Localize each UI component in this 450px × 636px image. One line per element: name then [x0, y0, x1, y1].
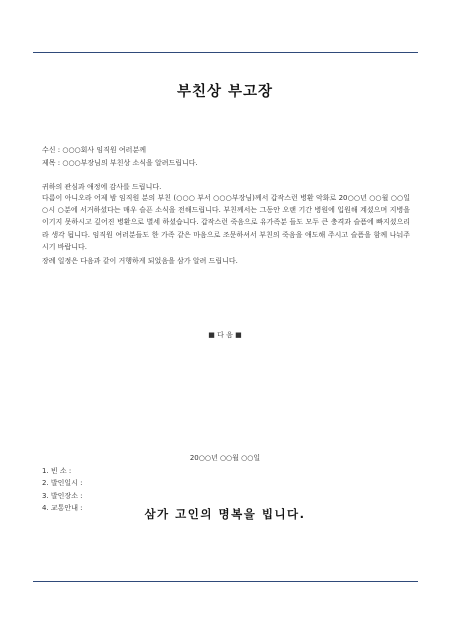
list-item-binso: 1. 빈 소 : — [42, 467, 72, 475]
closing-message: 삼가 고인의 명복을 빕니다. — [144, 507, 306, 521]
top-rule — [33, 52, 418, 53]
document-date: 20○○년 ○○월 ○○일 — [189, 454, 261, 462]
subject-line: 제목 : ○○○부장님의 부친상 소식을 알려드립니다. — [42, 159, 198, 167]
list-item-departure-place: 3. 발인장소 : — [42, 491, 83, 500]
list-item-transport: 4. 교통안내 : — [42, 503, 83, 512]
document-title: 부친상 부고장 — [176, 84, 274, 100]
bottom-rule — [33, 581, 418, 582]
schedule-note: 장례 일정은 다음과 같이 거행하게 되었음을 삼가 알려 드립니다. — [42, 257, 238, 265]
greeting-text: 귀하의 관심과 애정에 감사를 드립니다. — [42, 183, 162, 191]
list-item-departure-time: 2. 발인일시 : — [42, 479, 83, 488]
recipient-line: 수신 : ○○○회사 임직원 여러분께 — [42, 146, 146, 154]
body-paragraph: 다름이 아니오라 어제 밤 임직원 분의 부친 (○○○ 부서 ○○○부장님)께서 갑작스런 병환 악화로 20○○년 ○○월 ○○일 ○시 ○분에 서거하셨다는 매우 슬픈 소식을 전해드립니다. 부친께서는 그동안 오랜 기간 병원에 입원해 계셨으며 지병을 이기지 못하시고 깊어진 병환으로 별세 하셨습니다. 갑작스런 죽음으로 유가족분 들도 모두 큰 충격과 슬픔에 빠지셨으리라 생각 됩니다. 임직원 여러분들도 한 가족 같은 마음으로 조문하셔서 부친의 죽음을 애도해 주시고 슬픔을 함께 나눠주시기 바랍니다. — [42, 194, 410, 251]
notice-header: ■ 다 음 ■ — [208, 331, 242, 339]
